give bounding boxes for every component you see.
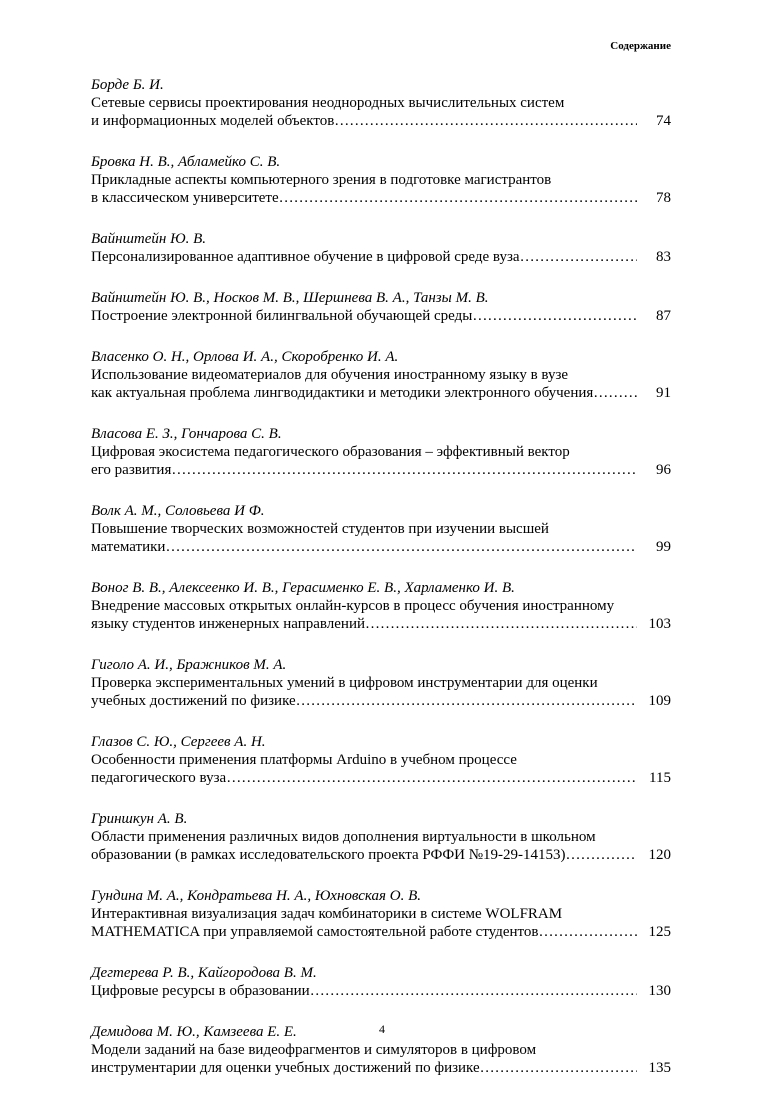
toc-entry-title-line: Сетевые сервисы проектирования неоднородных вычислительных систем [91, 95, 565, 111]
toc-entry-page-number: 125 [648, 924, 671, 940]
toc-entry-authors: Волк А. М., Соловьева И Ф. [91, 503, 265, 519]
dot-leader [310, 982, 637, 1000]
toc-entry-title-last-line [91, 384, 637, 402]
toc-entry-page-number: 78 [656, 190, 671, 206]
toc-entry[interactable] [91, 887, 671, 941]
toc-entry-title-text: и информационных моделей объектов [91, 113, 335, 129]
toc-entry-title-last-line [91, 189, 637, 207]
toc-entry[interactable] [91, 230, 671, 266]
toc-entry[interactable] [91, 810, 671, 864]
toc-entry-title-text: Цифровые ресурсы в образовании [91, 983, 310, 999]
toc-entry-page-number: 91 [656, 385, 671, 401]
toc-entry[interactable] [91, 964, 671, 1000]
toc-entry-title-text: Персонализированное адаптивное обучение в цифровой среде вуза [91, 249, 520, 265]
toc-entry-authors: Власова Е. З., Гончарова С. В. [91, 426, 282, 442]
toc-entry-authors: Вайнштейн Ю. В. [91, 231, 207, 247]
toc-entry[interactable] [91, 425, 671, 479]
toc-entry-title-last-line [91, 615, 637, 633]
dot-leader [472, 307, 637, 325]
toc-entry-authors: Глазов С. Ю., Сергеев А. Н. [91, 734, 266, 750]
dot-leader [165, 538, 637, 556]
toc-entry-title-last-line [91, 982, 637, 1000]
toc-entry-page-number: 115 [649, 770, 671, 786]
dot-leader [226, 769, 637, 787]
toc-entry-title-text: образовании (в рамках исследовательского проекта РФФИ №19-29-14153) [91, 847, 566, 863]
toc-entry-authors: Власенко О. Н., Орлова И. А., Скоробренко И. А. [91, 349, 399, 365]
toc-entry-title-last-line [91, 461, 637, 479]
toc-entry[interactable] [91, 656, 671, 710]
toc-entry-title-text: как актуальная проблема лингводидактики и методики электронного обучения [91, 385, 594, 401]
toc-entry-page-number: 130 [648, 983, 671, 999]
toc-entry-title-last-line [91, 112, 637, 130]
toc-entry-authors: Вайнштейн Ю. В., Носков М. В., Шершнева В. А., Танзы М. В. [91, 290, 489, 306]
toc-entry-title-text: математики [91, 539, 166, 555]
toc-entry-page-number: 109 [648, 693, 671, 709]
toc-entry-title-last-line [91, 1059, 637, 1077]
toc-entry-title-last-line [91, 307, 637, 325]
toc-entry-page-number: 99 [656, 539, 671, 555]
toc-entry-page-number: 120 [648, 847, 671, 863]
toc-entry-authors: Воног В. В., Алексеенко И. В., Герасименко Е. В., Харламенко И. В. [91, 580, 515, 596]
toc-entry-title-text: учебных достижений по физике [91, 693, 296, 709]
toc-entry-page-number: 96 [656, 462, 671, 478]
toc-entry-title-last-line [91, 846, 637, 864]
dot-leader [296, 692, 637, 710]
toc-entry-title-last-line [91, 538, 637, 556]
toc-entry-title-text: языку студентов инженерных направлений [91, 616, 366, 632]
toc-entry-title-last-line [91, 923, 637, 941]
toc-entry-title-line: Проверка экспериментальных умений в цифровом инструментарии для оценки [91, 675, 598, 691]
toc-entry-page-number: 87 [656, 308, 671, 324]
toc-entry-title-last-line [91, 248, 637, 266]
toc-entry-page-number: 83 [656, 249, 671, 265]
toc-entry-page-number: 135 [648, 1060, 671, 1076]
toc-entry-title-line: Прикладные аспекты компьютерного зрения в подготовке магистрантов [91, 172, 552, 188]
toc-entry[interactable] [91, 579, 671, 633]
dot-leader [566, 846, 637, 864]
toc-entry[interactable] [91, 76, 671, 130]
toc-entry-authors: Бровка Н. В., Абламейко С. В. [91, 154, 281, 170]
toc-entry-title-line: Области применения различных видов дополнения виртуальности в школьном [91, 829, 596, 845]
toc-entry-title-line: Внедрение массовых открытых онлайн-курсов в процесс обучения иностранному [91, 598, 615, 614]
toc-entry-title-line: Модели заданий на базе видеофрагментов и симуляторов в цифровом [91, 1042, 537, 1058]
dot-leader [334, 112, 637, 130]
toc-entry-authors: Демидова М. Ю., Камзеева Е. Е. [91, 1024, 297, 1040]
dot-leader [365, 615, 637, 633]
toc-entry-title-line: Использование видеоматериалов для обучения иностранному языку в вузе [91, 367, 569, 383]
toc-entry[interactable] [91, 733, 671, 787]
dot-leader [593, 384, 637, 402]
dot-leader [171, 461, 637, 479]
toc-entry[interactable] [91, 153, 671, 207]
toc-entry-title-text: в классическом университете [91, 190, 279, 206]
dot-leader [539, 923, 638, 941]
toc-entry-title-text: его развития [91, 462, 172, 478]
toc-entry-authors: Гундина М. А., Кондратьева Н. А., Юхновская О. В. [91, 888, 421, 904]
toc-entry-title-line: Повышение творческих возможностей студентов при изучении высшей [91, 521, 549, 537]
toc-entry-title-text: Построение электронной билингвальной обучающей среды [91, 308, 473, 324]
toc-entry-title-text: педагогического вуза [91, 770, 227, 786]
toc-entry[interactable] [91, 289, 671, 325]
toc-entry-page-number: 103 [648, 616, 671, 632]
toc-entry-title-line: Особенности применения платформы Arduino в учебном процессе [91, 752, 517, 768]
toc-entry-title-line: Интерактивная визуализация задач комбинаторики в системе WOLFRAM [91, 906, 563, 922]
toc-entry-title-last-line [91, 692, 637, 710]
toc-entry-authors: Дегтерева Р. В., Кайгородова В. М. [91, 965, 317, 981]
toc-entry-authors: Борде Б. И. [91, 77, 164, 93]
toc-entry-title-text: инструментарии для оценки учебных достижений по физике [91, 1060, 480, 1076]
toc-entry-title-last-line [91, 769, 637, 787]
dot-leader [520, 248, 637, 266]
toc-entry[interactable] [91, 348, 671, 402]
toc-entry-title-text: MATHEMATICA при управляемой самостоятельной работе студентов [91, 924, 539, 940]
table-of-contents [91, 76, 671, 1100]
running-header: Содержание [610, 40, 671, 52]
toc-entry-authors: Гриншкун А. В. [91, 811, 188, 827]
toc-entry-authors: Гиголо А. И., Бражников М. А. [91, 657, 287, 673]
toc-entry-page-number: 74 [656, 113, 671, 129]
toc-entry-title-line: Цифровая экосистема педагогического образования – эффективный вектор [91, 444, 570, 460]
dot-leader [279, 189, 637, 207]
toc-entry[interactable] [91, 502, 671, 556]
page-number: 4 [379, 1022, 385, 1036]
dot-leader [480, 1059, 637, 1077]
